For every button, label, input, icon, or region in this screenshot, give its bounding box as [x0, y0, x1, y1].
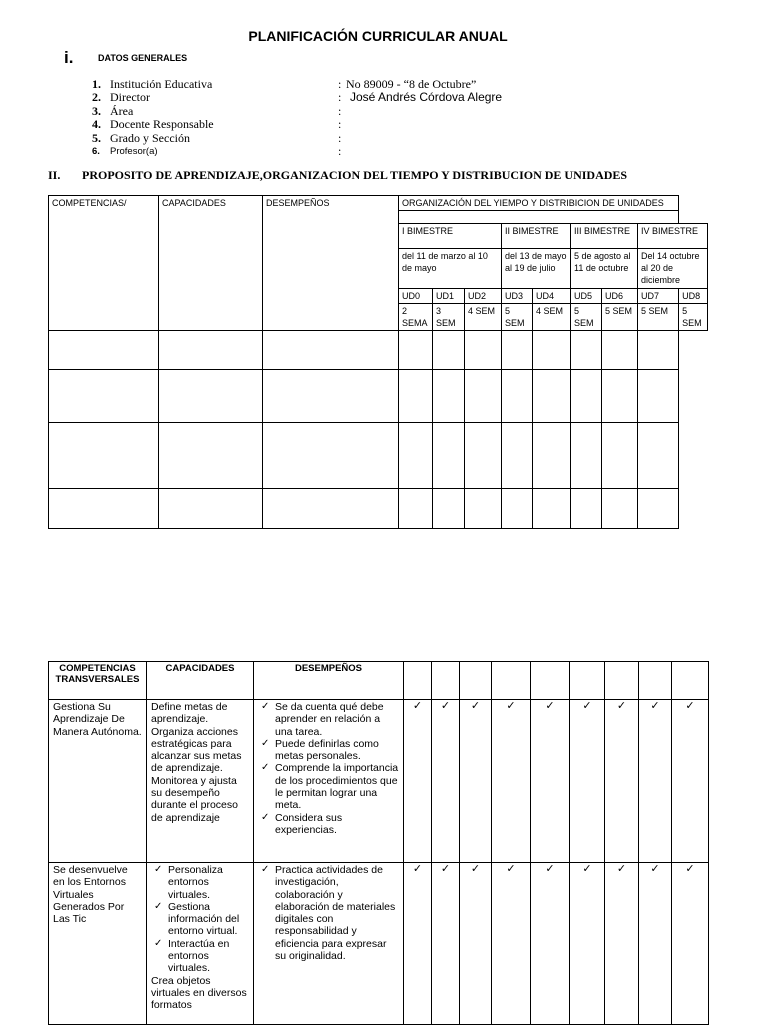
- unit-weeks: 4 SEM: [533, 304, 571, 331]
- desempenos-cell: [254, 863, 404, 1025]
- document-title: PLANIFICACIÓN CURRICULAR ANUAL: [248, 28, 508, 44]
- desempeno-item: ✓ Considera sus experiencias.: [258, 812, 399, 837]
- unit-weeks: 3 SEM: [433, 304, 465, 331]
- general-row-area: [92, 105, 592, 118]
- row-label: Institución Educativa: [110, 77, 213, 91]
- general-row-director: [92, 91, 592, 104]
- row-number: 3.: [92, 103, 101, 118]
- competencia-cell: Se desenvuelve en los Entornos Virtuales Generados Por Las Tic: [49, 863, 147, 1025]
- row-number: 1.: [92, 77, 101, 91]
- check-mark-icon: ✓: [639, 700, 672, 863]
- table-row: [49, 331, 708, 370]
- bimestre-name: III BIMESTRE: [571, 224, 638, 249]
- desempeno-item: ✓ Practica actividades de investigación, colaboración y elaboración de materiales digitales con responsabilidad y eficiencia para expresar su originalidad.: [258, 864, 399, 962]
- check-mark-icon: ✓: [531, 863, 570, 1025]
- check-mark-icon: ✓: [639, 863, 672, 1025]
- header-capacidades: CAPACIDADES: [159, 196, 263, 331]
- section-title: PROPOSITO DE APRENDIZAJE,ORGANIZACION DEL TIEMPO Y DISTRIBUCION DE UNIDADES: [82, 168, 628, 182]
- general-row-grado: [92, 132, 592, 145]
- row-label: Docente Responsable: [110, 117, 214, 132]
- bimestre-name: II BIMESTRE: [502, 224, 571, 249]
- table-row: [49, 700, 709, 863]
- header-organizacion: ORGANIZACIÓN DEL YIEMPO Y DISTRIBICION DE UNIDADES: [399, 196, 679, 211]
- unit-label: UD3: [502, 289, 533, 304]
- capacidad-text: Define metas de aprendizaje.: [151, 701, 228, 726]
- general-row-profesor: [92, 145, 592, 158]
- unit-weeks: 5 SEM: [638, 304, 679, 331]
- check-mark-icon: ✓: [672, 700, 709, 863]
- bimestre-name: I BIMESTRE: [399, 224, 502, 249]
- unit-weeks: 5 SEM: [571, 304, 602, 331]
- row-colon: :: [338, 103, 342, 118]
- bimestre-name: IV BIMESTRE: [638, 224, 708, 249]
- check-mark-icon: ✓: [404, 700, 432, 863]
- desempeno-item: ✓ Puede definirlas como metas personales.: [258, 738, 399, 763]
- check-mark-icon: ✓: [492, 863, 531, 1025]
- check-mark-icon: ✓: [531, 700, 570, 863]
- capacidad-item: ✓ Personaliza entornos virtuales.: [151, 864, 249, 901]
- capacidad-text: Organiza acciones estratégicas para alcanzar sus metas de aprendizaje.: [151, 725, 242, 775]
- unit-weeks: 4 SEM: [465, 304, 502, 331]
- check-mark-icon: ✓: [492, 700, 531, 863]
- row-number: 6.: [92, 145, 100, 157]
- row-value: No 89009 - “8 de Octubre”: [346, 77, 477, 91]
- row-label: Grado y Sección: [110, 130, 190, 145]
- section-numeral: II.: [48, 168, 61, 182]
- section-label: DATOS GENERALES: [98, 53, 188, 63]
- unit-weeks: 5 SEM: [602, 304, 638, 331]
- unit-weeks: 2 SEMA: [399, 304, 433, 331]
- row-colon: :: [338, 117, 342, 132]
- bimestre-dates: Del 14 octubre al 20 de diciembre: [638, 249, 708, 289]
- row-number: 2.: [92, 90, 101, 105]
- header-desempenos: DESEMPEÑOS: [263, 196, 399, 331]
- row-colon: :: [338, 90, 342, 105]
- general-row-docente: [92, 118, 592, 131]
- table-row: [49, 863, 709, 1025]
- capacidad-text: Monitorea y ajusta su desempeño durante el proceso de aprendizaje: [151, 774, 238, 824]
- header-competencias-transversales: COMPETENCIAS TRANSVERSALES: [49, 662, 147, 700]
- check-mark-icon: ✓: [460, 863, 492, 1025]
- check-mark-icon: ✓: [672, 863, 709, 1025]
- capacidades-cell: [147, 700, 254, 863]
- header-competencias: COMPETENCIAS/: [49, 196, 159, 331]
- header-desempenos: DESEMPEÑOS: [254, 662, 404, 700]
- desempeno-item: ✓ Comprende la importancia de los procedimientos que le permitan lograr una meta.: [258, 762, 399, 811]
- section-proposito: [48, 168, 627, 183]
- row-colon: :: [338, 130, 342, 145]
- check-mark-icon: ✓: [432, 700, 460, 863]
- row-label: Director: [110, 90, 150, 105]
- row-label: Área: [110, 103, 134, 118]
- row-value: José Andrés Córdova Alegre: [350, 90, 503, 105]
- unit-label: UD0: [399, 289, 433, 304]
- header-capacidades: CAPACIDADES: [147, 662, 254, 700]
- row-number: 4.: [92, 117, 101, 132]
- unit-label: UD2: [465, 289, 502, 304]
- competencia-cell: Gestiona Su Aprendizaje De Manera Autónoma.: [49, 700, 147, 863]
- unit-weeks: 5 SEM: [679, 304, 708, 331]
- unit-weeks: 5 SEM: [502, 304, 533, 331]
- unit-label: UD6: [602, 289, 638, 304]
- transversal-competencies-table: [48, 661, 709, 1025]
- general-data-list: [92, 78, 592, 158]
- unit-label: UD8: [679, 289, 708, 304]
- table-row: [49, 423, 708, 489]
- row-colon: :: [338, 77, 342, 91]
- check-mark-icon: ✓: [404, 863, 432, 1025]
- section-numeral: i.: [64, 48, 74, 67]
- capacidades-cell: [147, 863, 254, 1025]
- check-mark-icon: ✓: [460, 700, 492, 863]
- unit-label: UD4: [533, 289, 571, 304]
- check-mark-icon: ✓: [570, 863, 605, 1025]
- bimestre-dates: 5 de agosto al 11 de octubre: [571, 249, 638, 289]
- blank-band: [399, 211, 679, 224]
- check-mark-icon: ✓: [570, 700, 605, 863]
- section-datos-generales: [64, 48, 188, 68]
- capacidad-item: ✓ Interactúa en entornos virtuales.: [151, 938, 249, 975]
- desempenos-cell: [254, 700, 404, 863]
- table-row: [49, 489, 708, 529]
- unit-label: UD1: [433, 289, 465, 304]
- unit-label: UD5: [571, 289, 602, 304]
- bimestre-dates: del 13 de mayo al 19 de julio: [502, 249, 571, 289]
- row-number: 5.: [92, 130, 101, 145]
- row-colon: :: [338, 143, 342, 158]
- check-mark-icon: ✓: [605, 863, 639, 1025]
- desempeno-item: ✓ Se da cuenta qué debe aprender en relación a una tarea.: [258, 701, 399, 738]
- capacidad-item: ✓ Gestiona información del entorno virtual.: [151, 901, 249, 938]
- bimestre-dates: del 11 de marzo al 10 de mayo: [399, 249, 502, 289]
- units-distribution-table: [48, 195, 708, 529]
- check-mark-icon: ✓: [605, 700, 639, 863]
- capacidad-text: Crea objetos virtuales en diversos formatos: [151, 974, 247, 1012]
- table-row: [49, 370, 708, 423]
- general-row-institucion: [92, 78, 592, 91]
- row-label: Profesor(a): [110, 145, 158, 157]
- unit-label: UD7: [638, 289, 679, 304]
- check-mark-icon: ✓: [432, 863, 460, 1025]
